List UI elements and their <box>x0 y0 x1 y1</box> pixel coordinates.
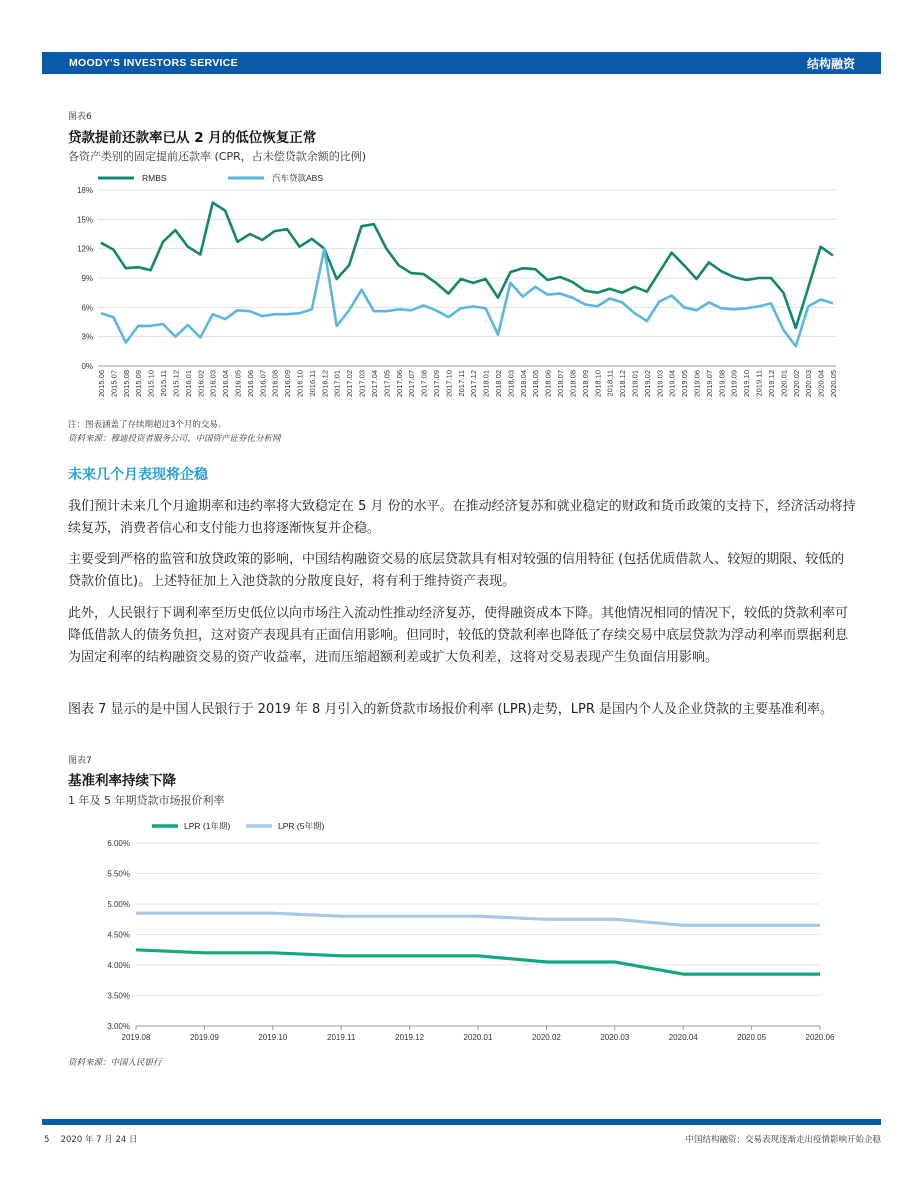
x-tick-label: 2019.11 <box>754 370 764 397</box>
x-tick-label: 2020.01 <box>463 1033 493 1042</box>
series-line-lpr-1y <box>136 950 820 974</box>
x-tick-label: 2015.09 <box>134 370 144 398</box>
x-tick-label: 2019.09 <box>729 370 739 398</box>
x-tick-label: 2018.09 <box>580 370 590 398</box>
y-tick-label: 3% <box>81 332 93 342</box>
paragraph-2: 主要受到严格的监管和放贷政策的影响，中国结构融资交易的底层贷款具有相对较强的信用特征 (包括优质借款人、较短的期限、较低的贷款价值比)。上述特征加上入池贷款的分散度良好，将有利于维持资产表现。 <box>68 552 845 589</box>
series-line-auto-abs <box>101 249 833 347</box>
fig7-label: 图表7 <box>68 756 92 766</box>
y-tick-label: 6% <box>81 303 93 313</box>
x-tick-label: 2019.12 <box>766 370 776 398</box>
x-tick-label: 2017.04 <box>369 370 379 398</box>
x-tick-label: 2018.03 <box>506 370 516 398</box>
x-tick-label: 2019.07 <box>704 370 714 398</box>
fig7-title: 基准利率持续下降 <box>68 773 176 789</box>
x-tick-label: 2020.01 <box>779 370 789 398</box>
series-line-lpr-5y <box>136 913 820 925</box>
y-tick-label: 5.00% <box>107 900 130 909</box>
x-tick-label: 2017.01 <box>332 370 342 398</box>
x-tick-label: 2016.06 <box>245 370 255 398</box>
x-tick-label: 2018.10 <box>593 370 603 398</box>
y-tick-label: 3.50% <box>107 991 130 1001</box>
x-tick-label: 2017.02 <box>345 370 355 398</box>
y-tick-label: 4.00% <box>107 961 130 970</box>
x-tick-label: 2015.10 <box>146 370 156 398</box>
x-tick-label: 2017.08 <box>419 370 429 398</box>
x-tick-label: 2019.05 <box>680 370 690 398</box>
section-title: 未来几个月表现将企稳 <box>68 467 208 483</box>
x-tick-label: 2019.06 <box>692 370 702 398</box>
x-tick-label: 2019.04 <box>667 370 677 398</box>
y-tick-label: 5.50% <box>107 869 130 879</box>
y-tick-label: 12% <box>76 244 93 254</box>
x-tick-label: 2020.04 <box>668 1033 698 1042</box>
x-tick-label: 2017.10 <box>444 370 454 398</box>
x-tick-label: 2020.05 <box>737 1033 767 1042</box>
x-tick-label: 2019.09 <box>189 1033 219 1042</box>
footer-rule <box>42 1119 881 1125</box>
y-tick-label: 15% <box>76 215 93 225</box>
x-tick-label: 2017.06 <box>394 370 404 398</box>
footer-report-title: 中国结构融资：交易表现逐渐走出疫情影响开始企稳 <box>685 1135 881 1145</box>
footer-page-date: 5 2020 年 7 月 24 日 <box>44 1135 138 1145</box>
x-tick-label: 2018.04 <box>518 370 528 398</box>
x-tick-label: 2020.03 <box>600 1033 630 1042</box>
y-tick-label: 4.50% <box>107 930 130 940</box>
fig6-note: 注：图表涵盖了存续期超过3个月的交易。 <box>68 420 227 430</box>
x-tick-label: 2020.02 <box>791 370 801 398</box>
x-tick-label: 2018.06 <box>543 370 553 398</box>
y-tick-label: 3.00% <box>107 1022 130 1031</box>
x-tick-label: 2016.12 <box>320 370 330 398</box>
fig6-subtitle: 各资产类别的固定提前还款率 (CPR，占未偿贷款余额的比例) <box>68 150 367 163</box>
x-tick-label: 2019.03 <box>655 370 665 398</box>
x-tick-label: 2020.05 <box>829 370 838 398</box>
x-tick-label: 2017.09 <box>431 370 441 398</box>
x-tick-label: 2018.12 <box>618 370 628 398</box>
paragraph-1: 我们预计未来几个月逾期率和违约率将大致稳定在 5 月 份的水平。在推动经济复苏和就业稳定的财政和货币政策的支持下，经济活动将持续复苏，消费者信心和支付能力也将逐渐恢复并企稳。 <box>68 499 856 536</box>
publisher-name: MOODY'S INVESTORS SERVICE <box>69 57 238 69</box>
fig6-title: 贷款提前还款率已从 2 月的低位恢复正常 <box>68 130 317 146</box>
fig6-source: 资料来源：穆迪投资者服务公司、中国资产证券化分析网 <box>68 434 281 444</box>
x-tick-label: 2018.07 <box>556 370 566 398</box>
x-tick-label: 2020.06 <box>805 1033 835 1042</box>
x-tick-label: 2015.08 <box>121 370 131 398</box>
x-tick-label: 2018.08 <box>568 370 578 398</box>
x-tick-label: 2019.10 <box>258 1033 288 1042</box>
x-tick-label: 2019.08 <box>121 1033 151 1042</box>
x-tick-label: 2016.01 <box>183 370 193 398</box>
x-tick-label: 2018.05 <box>531 370 541 398</box>
x-tick-label: 2018.02 <box>494 370 504 398</box>
x-tick-label: 2016.04 <box>221 370 231 398</box>
paragraph-4: 图表 7 显示的是中国人民银行于 2019 年 8 月引入的新贷款市场报价利率 (LPR)走势，LPR 是国内个人及企业贷款的主要基准利率。 <box>68 702 834 717</box>
report-header <box>42 52 881 74</box>
x-tick-label: 2017.12 <box>469 370 479 398</box>
x-tick-label: 2016.10 <box>295 370 305 398</box>
x-tick-label: 2016.02 <box>196 370 206 398</box>
x-tick-label: 2015.11 <box>159 370 169 397</box>
y-tick-label: 18% <box>76 186 93 195</box>
x-tick-label: 2015.06 <box>97 370 106 398</box>
x-tick-label: 2019.10 <box>742 370 752 398</box>
x-tick-label: 2016.03 <box>208 370 218 398</box>
legend-label: RMBS <box>142 173 167 183</box>
y-tick-label: 6.00% <box>107 839 130 848</box>
fig6-label: 图表6 <box>68 112 92 122</box>
x-tick-label: 2017.03 <box>357 370 367 398</box>
y-tick-label: 0% <box>81 362 93 371</box>
report-category: 结构融资 <box>806 57 855 71</box>
x-tick-label: 2020.02 <box>531 1033 561 1042</box>
x-tick-label: 2016.11 <box>307 370 317 397</box>
legend-label: LPR (5年期) <box>278 821 325 831</box>
y-tick-label: 9% <box>81 274 93 283</box>
legend-label: LPR (1年期) <box>184 821 231 831</box>
x-tick-label: 2015.12 <box>171 370 181 398</box>
x-tick-label: 2015.07 <box>109 370 119 398</box>
x-tick-label: 2020.03 <box>804 370 814 398</box>
fig6-chart <box>68 166 848 412</box>
x-tick-label: 2018.11 <box>605 370 615 397</box>
fig7-source: 资料来源：中国人民银行 <box>68 1058 162 1068</box>
fig7-chart <box>68 812 848 1048</box>
x-tick-label: 2020.04 <box>816 370 826 398</box>
x-tick-label: 2018.01 <box>481 370 491 398</box>
x-tick-label: 2017.05 <box>382 370 392 398</box>
x-tick-label: 2019.08 <box>717 370 727 398</box>
paragraph-3: 此外，人民银行下调利率至历史低位以向市场注入流动性推动经济复苏，使得融资成本下降。其他情况相同的情况下，较低的贷款利率可降低借款人的债务负担，这对资产表现具有正面信用影响。但同时，较低的贷款利率也降低了存续交易中底层贷款为浮动利率而票据利息为固定利率的结构融资交易的资产收益率，进而压缩超额利差或扩大负利差，这将对交易表现产生负面信用影响。 <box>68 606 849 665</box>
x-tick-label: 2019.01 <box>630 370 640 398</box>
x-tick-label: 2019.11 <box>327 1033 356 1042</box>
x-tick-label: 2019.02 <box>642 370 652 398</box>
x-tick-label: 2017.07 <box>407 370 417 398</box>
legend-label: 汽车贷款ABS <box>272 173 324 183</box>
fig7-subtitle: 1 年及 5 年期贷款市场报价利率 <box>68 794 225 807</box>
x-tick-label: 2019.12 <box>395 1033 425 1042</box>
x-tick-label: 2016.08 <box>270 370 280 398</box>
x-tick-label: 2017.11 <box>456 370 466 397</box>
x-tick-label: 2016.09 <box>283 370 293 398</box>
x-tick-label: 2016.05 <box>233 370 243 398</box>
x-tick-label: 2016.07 <box>258 370 268 398</box>
